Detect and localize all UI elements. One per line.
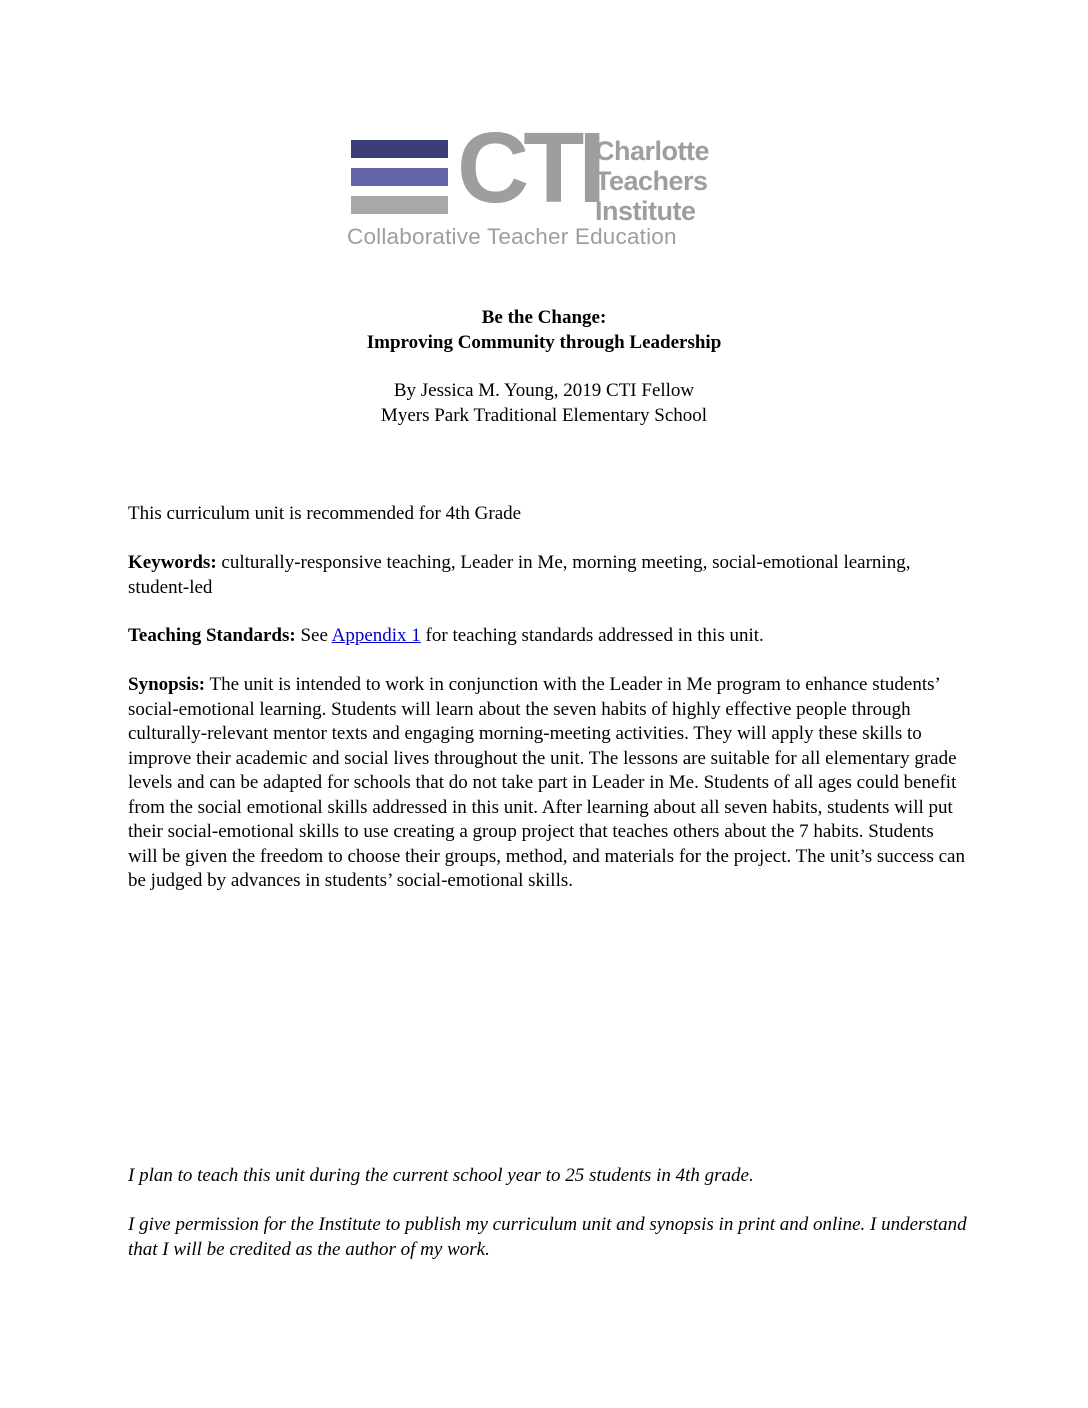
grade-line: This curriculum unit is recommended for 4th Grade — [128, 503, 522, 524]
permission-section — [128, 1213, 968, 1262]
logo-bar-middle — [351, 168, 448, 186]
author-line: By Jessica M. Young, 2019 CTI Fellow — [393, 380, 695, 401]
plan-section — [128, 1164, 968, 1189]
logo-tagline: Collaborative Teacher Education — [347, 224, 677, 249]
title-line-2: Improving Community through Leadership — [366, 331, 722, 353]
logo-name-line: Teachers — [595, 166, 708, 196]
logo-name-line: Institute — [595, 196, 696, 226]
synopsis-section — [128, 673, 968, 894]
keywords-section — [128, 551, 968, 600]
keywords-text: culturally-responsive teaching, Leader in Me, morning meeting, social-emotional learning, student-led — [128, 552, 911, 598]
grade-recommendation — [128, 502, 968, 527]
title-line-1: Be the Change: — [481, 307, 607, 328]
standards-post: for teaching standards addressed in this unit. — [420, 625, 764, 646]
plan-statement: I plan to teach this unit during the current school year to 25 students in 4th grade. — [128, 1165, 754, 1186]
standards-label: Teaching Standards: — [128, 625, 296, 646]
permission-statement: I give permission for the Institute to publish my curriculum unit and synopsis in print and online. I understand that I will be credited as the author of my work. — [128, 1214, 967, 1260]
synopsis-text: The unit is intended to work in conjunction with the Leader in Me program to enhance students’ social-emotional learning. Students will learn about the seven habits of highly effective people through culturally-relevant mentor texts and engaging morning-meeting activities. They will apply these skills to improve their academic and social lives throughout the unit. The lessons are suitable for all elementary grade levels and can be adapted for schools that do not take part in Leader in Me. Students of all ages could benefit from the social emotional skills addressed in this unit. After learning about all seven habits, students will put their social-emotional skills to use creating a group project that teaches others about the 7 habits. Students will be given the freedom to choose their groups, method, and materials for the project. The unit’s success can be judged by advances in students’ social-emotional skills. — [128, 674, 965, 891]
logo-organization-name — [595, 136, 709, 226]
appendix-link[interactable]: Appendix 1 — [331, 625, 421, 646]
synopsis-label: Synopsis: — [128, 674, 206, 695]
school-line: Myers Park Traditional Elementary School — [380, 404, 708, 426]
standards-pre: See — [295, 625, 332, 646]
byline — [0, 379, 1088, 428]
logo-bar-top — [351, 140, 448, 158]
logo-name-line: Charlotte — [595, 136, 710, 166]
standards-section — [128, 624, 968, 649]
logo-abbreviation: CTI — [457, 112, 601, 224]
keywords-label: Keywords: — [128, 552, 217, 573]
logo-bar-bottom — [351, 196, 448, 214]
cti-logo — [347, 112, 739, 261]
document-title — [0, 306, 1088, 355]
